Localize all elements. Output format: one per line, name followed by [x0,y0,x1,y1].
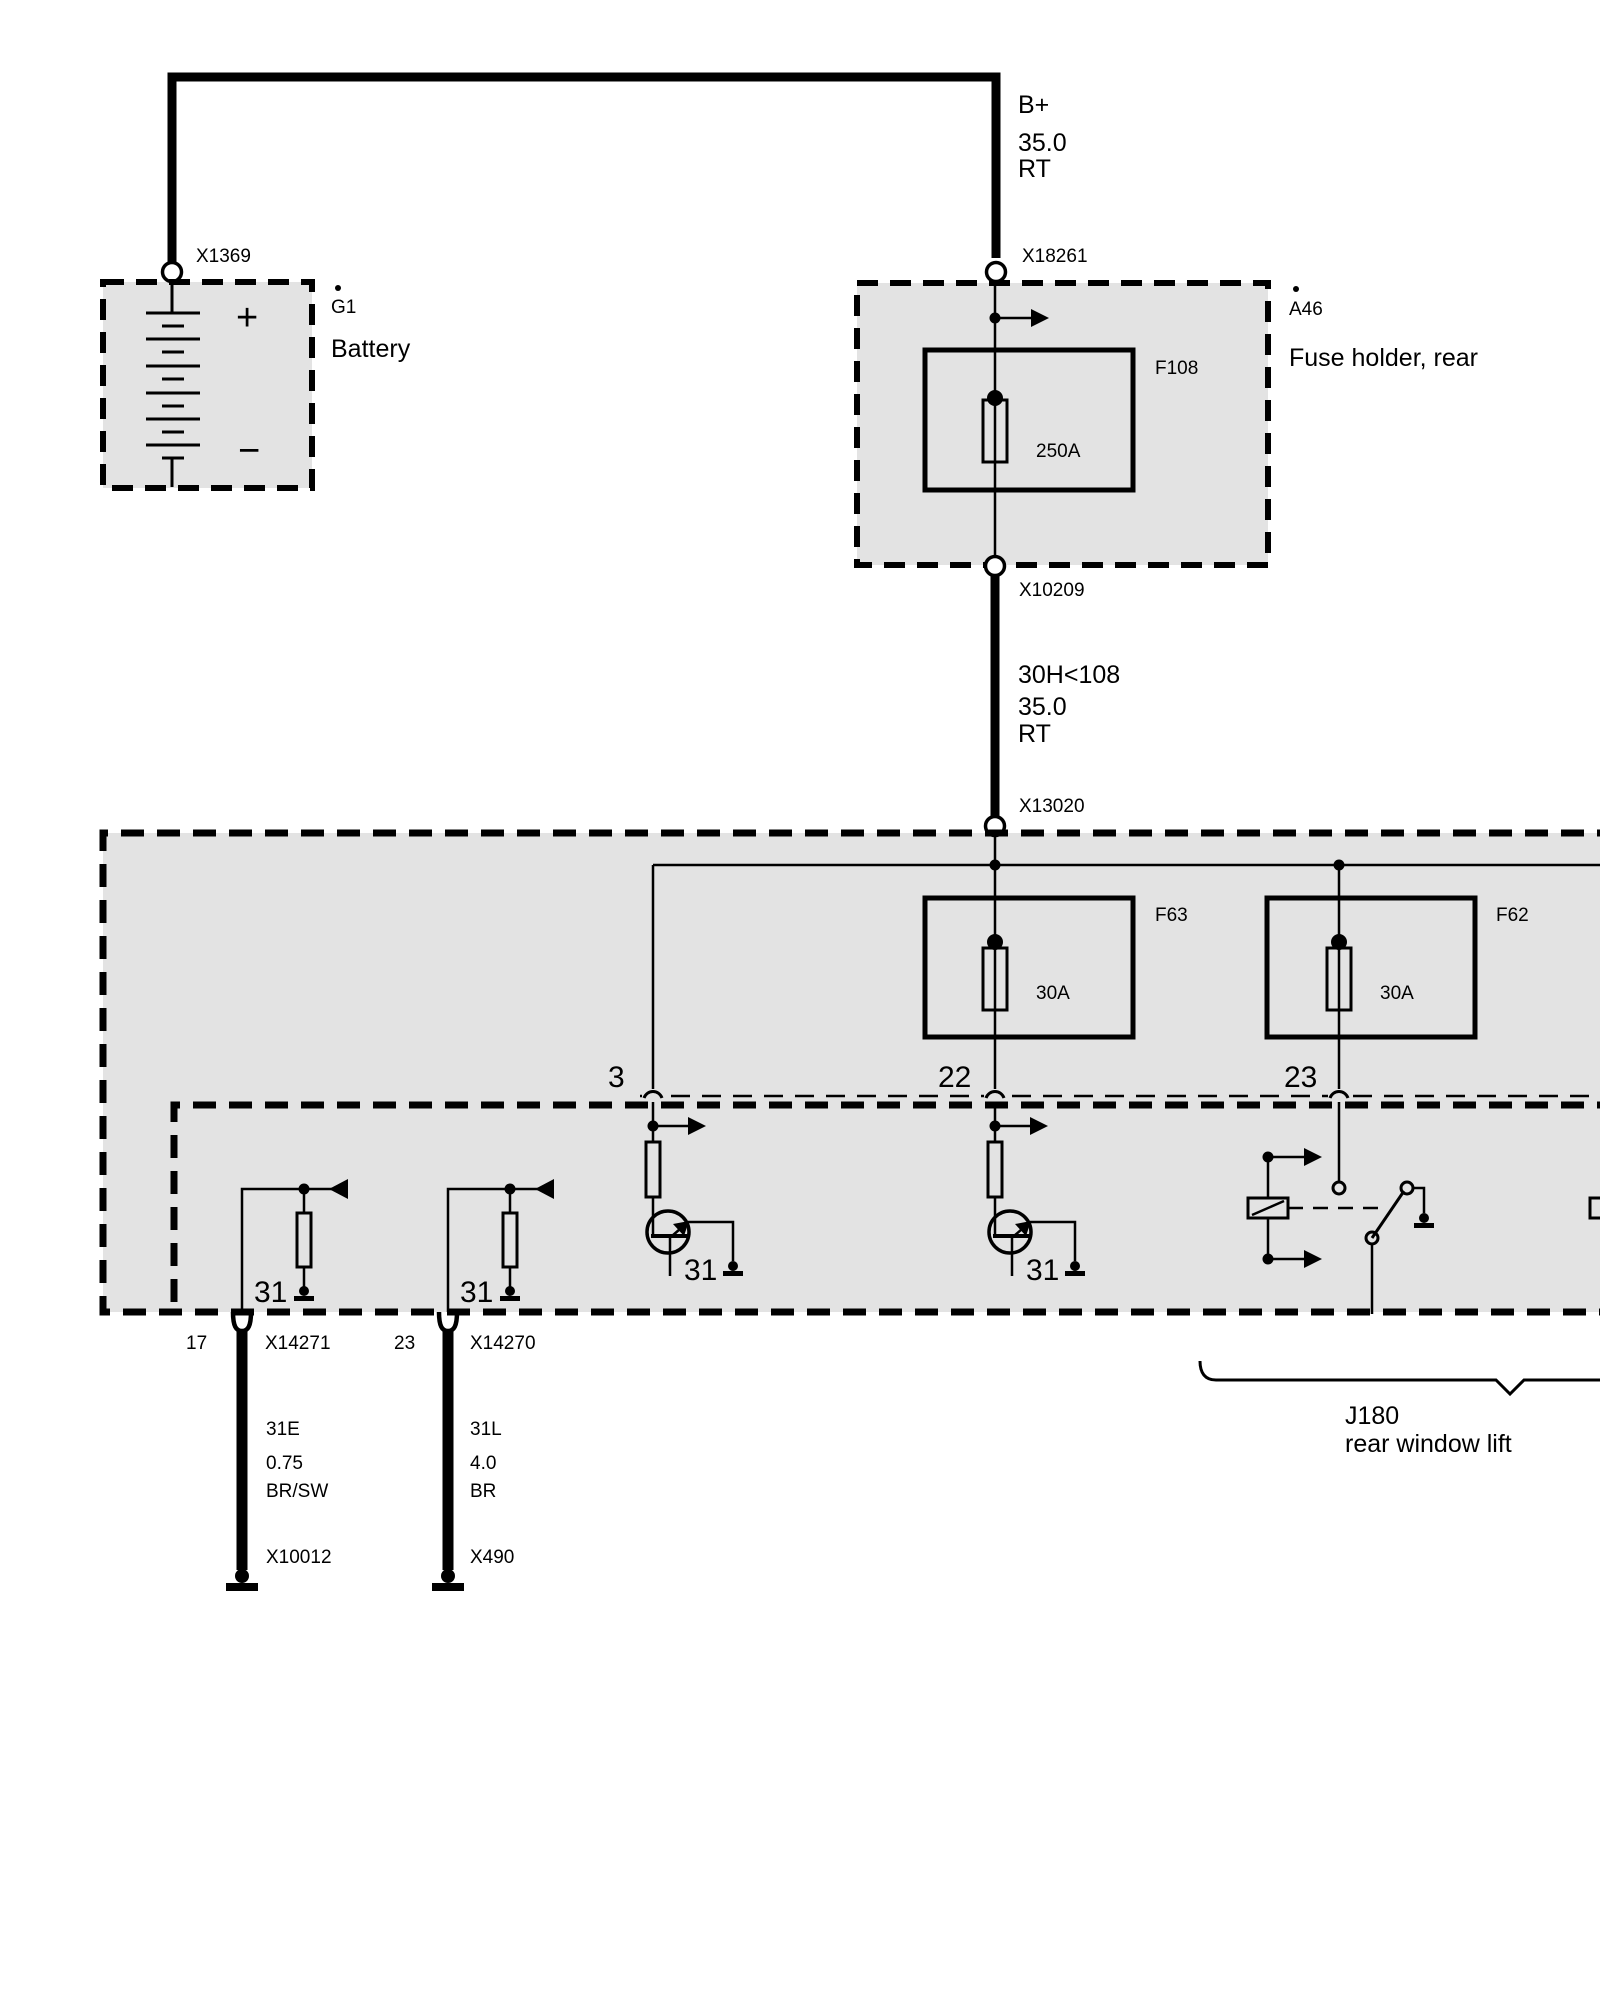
color-label: BR [470,1481,497,1502]
circuit-31e-label: 31E [266,1419,300,1440]
battery-plus-sign: + [236,297,259,339]
ground-icon [1065,1271,1085,1276]
ground-31-label: 31 [460,1276,494,1309]
connector-x18261-label: X18261 [1022,246,1088,267]
connector-x10209-label: X10209 [1019,580,1085,601]
connector-x10209-node [986,557,1005,576]
battery-minus-sign: − [238,430,261,472]
brace-icon [1200,1361,1600,1394]
battery-name: Battery [331,335,411,363]
ground-icon [1070,1261,1080,1271]
ground-icon [1414,1223,1434,1228]
bplus-label: B+ [1018,91,1050,119]
feed-wire-color: RT [1018,720,1051,748]
battery-id: G1 [331,297,357,318]
j180-name: rear window lift [1345,1430,1512,1458]
ground-icon [500,1296,520,1301]
ground-31-label: 31 [684,1254,718,1287]
ground-icon [723,1271,743,1276]
connector-x14270-label: X14270 [470,1333,536,1354]
ground-icon [226,1583,258,1591]
feed-wire [986,576,1121,836]
fuse-holder-id: A46 [1289,299,1323,320]
feed-wire-circuit: 30H<108 [1018,661,1121,689]
fuse-f63-id: F63 [1155,905,1188,926]
connector-x1369-label: X1369 [196,246,251,267]
ground-x10012-label: X10012 [266,1547,332,1568]
j180-id: J180 [1345,1402,1400,1430]
ground-icon [1419,1213,1429,1223]
module-box-fill [174,1105,1600,1312]
ground-31-label: 31 [1026,1254,1060,1287]
feed-wire-gauge: 35.0 [1018,693,1067,721]
connector-x13020-label: X13020 [1019,796,1085,817]
terminal-22-label: 22 [938,1061,972,1094]
fuse-f62-rating: 30A [1380,983,1414,1004]
fuse-holder-id-dot [1293,286,1299,292]
bplus-rail [172,77,1067,263]
fuse-holder-box-fill [857,283,1268,565]
battery-id-dot [335,285,341,291]
fuse-f63-rating: 30A [1036,983,1070,1004]
connector-x14271-label: X14271 [265,1333,331,1354]
ground-icon [294,1296,314,1301]
bplus-color: RT [1018,155,1051,183]
gauge-label: 0.75 [266,1453,303,1474]
terminal-3-label: 3 [608,1061,625,1094]
ground-icon [299,1286,309,1296]
bplus-wire [172,77,996,263]
gauge-label: 4.0 [470,1453,497,1474]
ground-icon [505,1286,515,1296]
ground-wire-left [186,1312,332,1591]
pin-17-label: 17 [186,1333,208,1354]
j180-callout [1200,1361,1600,1458]
fuse-f62-id: F62 [1496,905,1529,926]
circuit-31l-label: 31L [470,1419,502,1440]
ground-31-label: 31 [254,1276,288,1309]
ground-x490-label: X490 [470,1547,515,1568]
connector-x1369-node [163,263,182,282]
battery-box-fill [103,282,312,488]
ground-icon [235,1569,249,1583]
ground-icon [432,1583,464,1591]
terminal-23-label: 23 [1284,1061,1318,1094]
fuse-holder-name: Fuse holder, rear [1289,344,1478,372]
fuse-f108-id: F108 [1155,358,1199,379]
pin-23-label: 23 [394,1333,416,1354]
connector-x18261-node [987,263,1006,282]
ground-wire-right [394,1312,536,1591]
color-label: BR/SW [266,1481,329,1502]
ground-icon [728,1261,738,1271]
bplus-gauge: 35.0 [1018,129,1067,157]
ground-icon [441,1569,455,1583]
fuse-f108-rating: 250A [1036,441,1081,462]
